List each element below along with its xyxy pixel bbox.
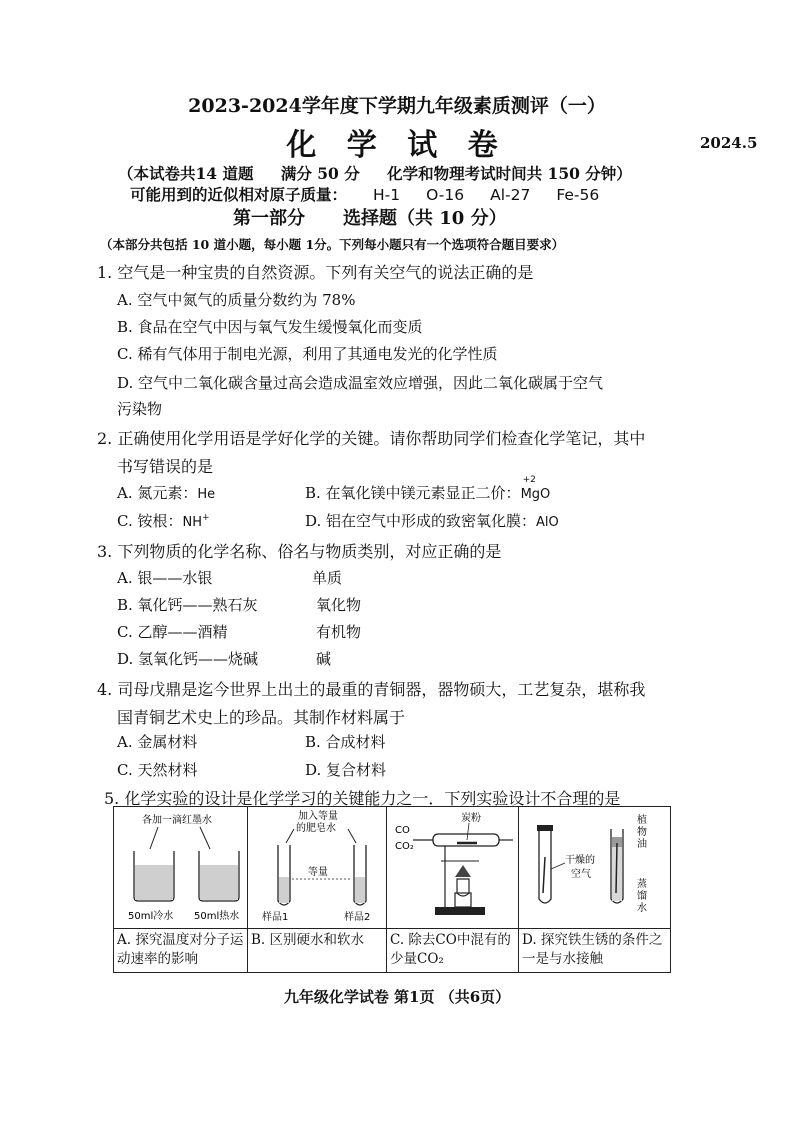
caption-b: B. 区别硬水和软水 (248, 929, 387, 973)
q1-option-d-cont: 污染物 (117, 400, 163, 418)
figd-water-label-2: 馏 (637, 891, 647, 902)
exam-date: 2024.5 (700, 134, 758, 152)
q3-option-a: A. 银——水银 (117, 569, 213, 587)
q5-experiment-table (113, 806, 671, 973)
q2-option-b (305, 475, 551, 503)
caption-a: A. 探究温度对分子运动速率的影响 (114, 929, 248, 973)
q2-stem-cont: 书写错误的是 (117, 457, 214, 476)
mass-al: Al-27 (490, 186, 531, 204)
q2-option-c (117, 510, 210, 531)
q2-valence-mark: +2 (522, 475, 536, 485)
q3-option-a-type: 单质 (312, 569, 343, 587)
full-score: 满分 50 分 (280, 164, 360, 183)
figc-gas-label-1: CO (395, 825, 410, 836)
figure-d (519, 807, 671, 929)
test-tubes-diagram (248, 807, 387, 924)
subject-title: 化 学 试 卷 (286, 128, 508, 163)
figd-oil-label-1: 植 (637, 815, 647, 826)
figb-mid-label: 等量 (308, 867, 328, 878)
q1-option-d: D. 空气中二氧化碳含量过高会造成温室效应增强，因此二氧化碳属于空气 (117, 374, 604, 392)
q2-option-d-text: D. 铝在空气中形成的致密氧化膜： (305, 512, 537, 530)
q3-option-c-type: 有机物 (316, 623, 362, 641)
section-heading (233, 204, 507, 230)
q2-option-a-text: A. 氮元素： (117, 484, 198, 502)
section-name: 选择题（共 10 分） (343, 208, 507, 229)
q2-option-a-formula: He (197, 487, 216, 502)
q2-option-a (117, 482, 215, 503)
atomic-masses-label: 可能用到的近似相对原子质量： (130, 185, 348, 204)
q4-option-d: D. 复合材料 (305, 761, 387, 779)
section-note: （本部分共包括 10 道小题，每小题 1分。下列每小题只有一个选项符合题目要求） (100, 237, 565, 252)
figure-b (248, 807, 387, 929)
mass-fe: Fe-56 (556, 186, 600, 204)
co-purification-diagram (387, 807, 519, 924)
q2-option-c-formula: NH (182, 515, 202, 530)
q1-option-c: C. 稀有气体用于制电光源，利用了其通电发光的化学性质 (117, 345, 498, 363)
q3-option-b-type: 氧化物 (316, 596, 362, 614)
figa-right-label: 50ml热水 (194, 911, 240, 922)
page-footer: 九年级化学试卷 第1页 （共6页） (283, 988, 511, 1006)
mass-o: O-16 (426, 186, 465, 204)
figb-right-label: 样品2 (344, 912, 371, 923)
figb-left-label: 样品1 (262, 912, 289, 923)
exam-title: 2023-2024学年度下学期九年级素质测评（一） (188, 95, 606, 117)
figa-top-label: 各加一滴红墨水 (142, 815, 212, 826)
atomic-masses (130, 183, 599, 205)
beakers-diagram (114, 807, 248, 924)
figb-top-label-1: 加入等量 (298, 811, 338, 822)
q5-stem: 5. 化学实验的设计是化学学习的关键能力之一．下列实验设计不合理的是 (104, 789, 621, 808)
q2-option-b-text: B. 在氧化镁中镁元素显正二价： (305, 484, 521, 502)
q4-stem: 4. 司母戊鼎是迄今世界上出土的最重的青铜器，器物硕大，工艺复杂，堪称我 (97, 680, 646, 699)
figd-water-label-1: 蒸 (637, 879, 647, 890)
q2-option-c-charge: + (201, 513, 210, 523)
q4-option-a: A. 金属材料 (117, 733, 198, 751)
q1-option-a: A. 空气中氮气的质量分数约为 78% (117, 291, 356, 309)
q1-option-b: B. 食品在空气中因与氧气发生缓慢氧化而变质 (117, 318, 423, 336)
iron-rust-diagram (519, 807, 671, 924)
q1-stem: 1. 空气是一种宝贵的自然资源。下列有关空气的说法正确的是 (97, 263, 534, 282)
section-part: 第一部分 (233, 208, 305, 229)
caption-c: C. 除去CO中混有的少量CO₂ (387, 929, 519, 973)
figc-gas-label-2: CO₂ (395, 841, 414, 852)
figd-air-label-1: 干燥的 (565, 855, 595, 866)
figd-oil-label-3: 油 (637, 839, 647, 850)
q4-option-c: C. 天然材料 (117, 761, 198, 779)
q2-stem: 2. 正确使用化学用语是学好化学的关键。请你帮助同学们检查化学笔记，其中 (97, 429, 646, 448)
q2-option-d (305, 510, 559, 531)
q4-stem-cont: 国青铜艺术史上的珍品。其制作材料属于 (117, 708, 406, 727)
figd-water-label-3: 水 (637, 903, 647, 914)
caption-d: D. 探究铁生锈的条件之一是与水接触 (519, 929, 671, 973)
q3-option-b: B. 氧化钙——熟石灰 (117, 596, 258, 614)
question-count: （本试卷共14 道题 (118, 164, 254, 183)
q3-option-d-type: 碱 (316, 650, 332, 668)
exam-time: 化学和物理考试时间共 150 分钟） (387, 164, 632, 183)
figb-top-label-2: 的肥皂水 (296, 823, 336, 834)
figure-a (114, 807, 248, 929)
figc-powder-label: 炭粉 (461, 813, 481, 824)
q3-option-c: C. 乙醇——酒精 (117, 623, 228, 641)
q2-option-c-text: C. 铵根： (117, 512, 183, 530)
q4-option-b: B. 合成材料 (305, 733, 386, 751)
figa-left-label: 50ml冷水 (128, 911, 174, 922)
exam-info (118, 162, 654, 184)
figd-air-label-2: 空气 (571, 869, 591, 880)
figure-c (387, 807, 519, 929)
q3-stem: 3. 下列物质的化学名称、俗名与物质类别，对应正确的是 (97, 542, 502, 561)
q2-option-d-formula: AlO (536, 515, 559, 530)
mass-h: H-1 (373, 186, 401, 204)
q3-option-d: D. 氢氧化钙——烧碱 (117, 650, 259, 668)
figd-oil-label-2: 物 (637, 827, 647, 838)
q2-option-b-formula: +2 MgO (520, 475, 551, 502)
